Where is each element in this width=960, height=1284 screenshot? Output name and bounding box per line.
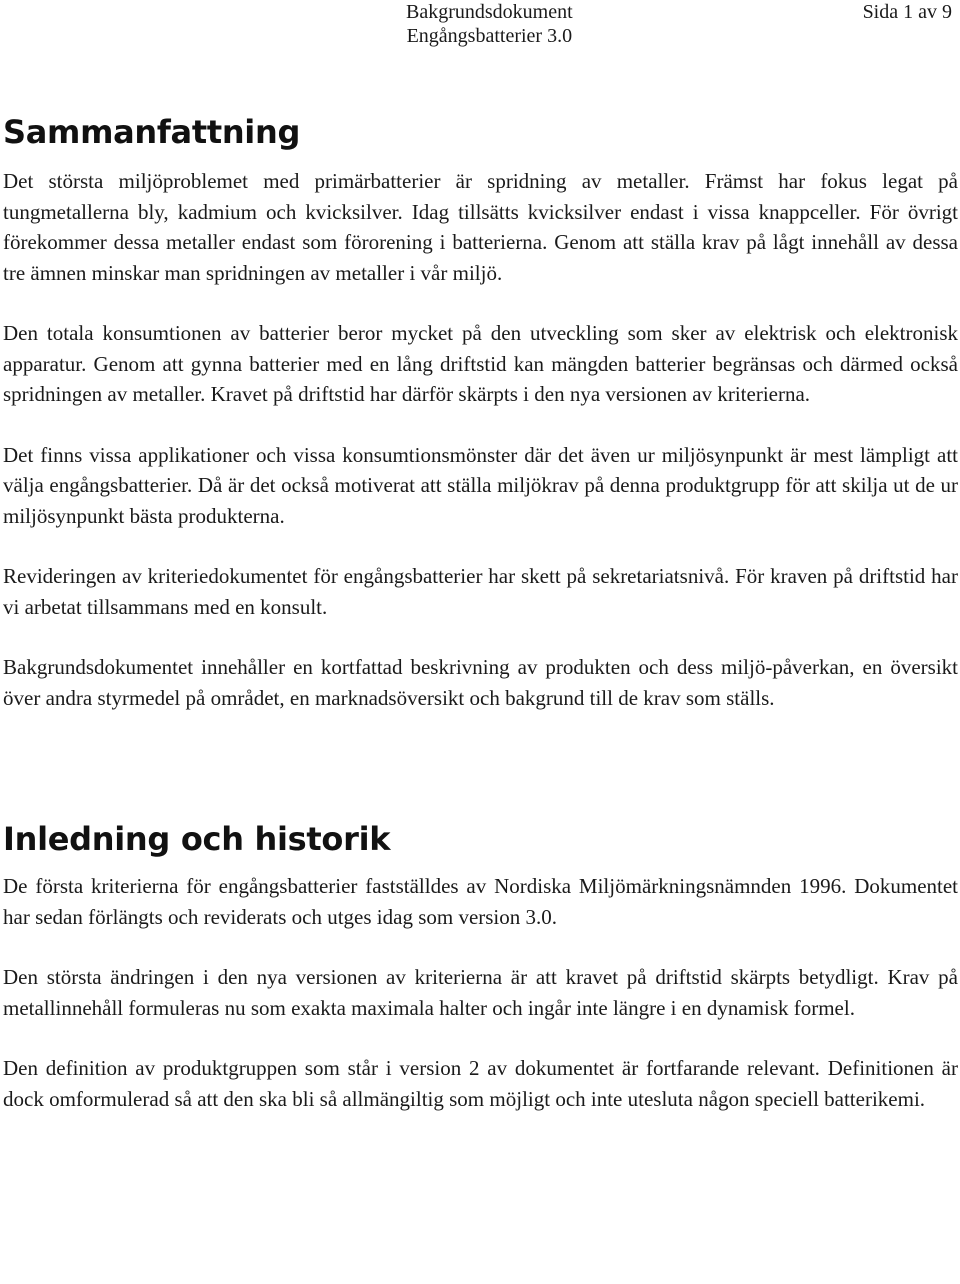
intro-section bbox=[3, 817, 958, 1114]
intro-paragraph-1: De första kriterierna för engångsbatterier fastställdes av Nordiska Miljömärkningsnämnden 1996. Dokumentet har sedan förlängts och reviderats och utges idag som version 3.0. bbox=[3, 874, 958, 929]
document-title-line-1: Bakgrundsdokument bbox=[406, 1, 573, 23]
summary-heading: Sammanfattning bbox=[3, 113, 301, 151]
page-number: Sida 1 av 9 bbox=[862, 1, 952, 23]
intro-heading: Inledning och historik bbox=[3, 820, 391, 858]
page-header bbox=[0, 0, 960, 52]
summary-paragraph-2: Den totala konsumtionen av batterier beror mycket på den utveckling som sker av elektrisk och elektronisk apparatur. Genom att gynna batterier med en lång driftstid kan mängden batterier begränsas och därmed också spridningen av metaller. Kravet på driftstid har därför skärpts i den nya versionen av kriterierna. bbox=[3, 321, 958, 406]
summary-paragraph-3: Det finns vissa applikationer och vissa konsumtionsmönster där det även ur miljösynpunkt är mest lämpligt att välja engångsbatterier. Då är det också motiverat att ställa miljökrav på denna produktgrupp för att skilja ut de ur miljösynpunkt bästa produkterna. bbox=[3, 442, 958, 528]
document-body bbox=[3, 110, 958, 1114]
summary-paragraph-1: Det största miljöproblemet med primärbatterier är spridning av metaller. Främst har fokus legat på tungmetallerna bly, kadmium och kvicksilver. Idag tillsätts kvicksilver endast i vissa knappceller. För övrigt förekommer dessa metaller endast som förorening i batterierna. Genom att ställa krav på lågt innehåll av dessa tre ämnen minskar man spridningen av metaller i vår miljö. bbox=[3, 169, 958, 285]
intro-paragraph-2: Den största ändringen i den nya versionen av kriterierna är att kravet på driftstid skärpts betydligt. Krav på metallinnehåll formuleras nu som exakta maximala halter och ingår inte längre i en dynamisk formel. bbox=[3, 965, 958, 1020]
intro-paragraph-3: Den definition av produktgruppen som står i version 2 av dokumentet är fortfarande relevant. Definitionen är dock omformulerad så att den ska bli så allmängiltig som möjligt och inte utesluta någon speciell batterikemi. bbox=[3, 1056, 958, 1111]
summary-paragraph-5: Bakgrundsdokumentet innehåller en kortfattad beskrivning av produkten och dess miljö-påverkan, en översikt över andra styrmedel på området, en marknadsöversikt och bakgrund till de krav som ställs. bbox=[3, 655, 958, 710]
summary-paragraph-4: Revideringen av kriteriedokumentet för engångsbatterier har skett på sekretariatsnivå. För kraven på driftstid har vi arbetat tillsammans med en konsult. bbox=[3, 564, 958, 619]
document-title-line-2: Engångsbatterier 3.0 bbox=[406, 25, 573, 47]
document-title bbox=[406, 0, 573, 48]
summary-section bbox=[3, 110, 958, 713]
